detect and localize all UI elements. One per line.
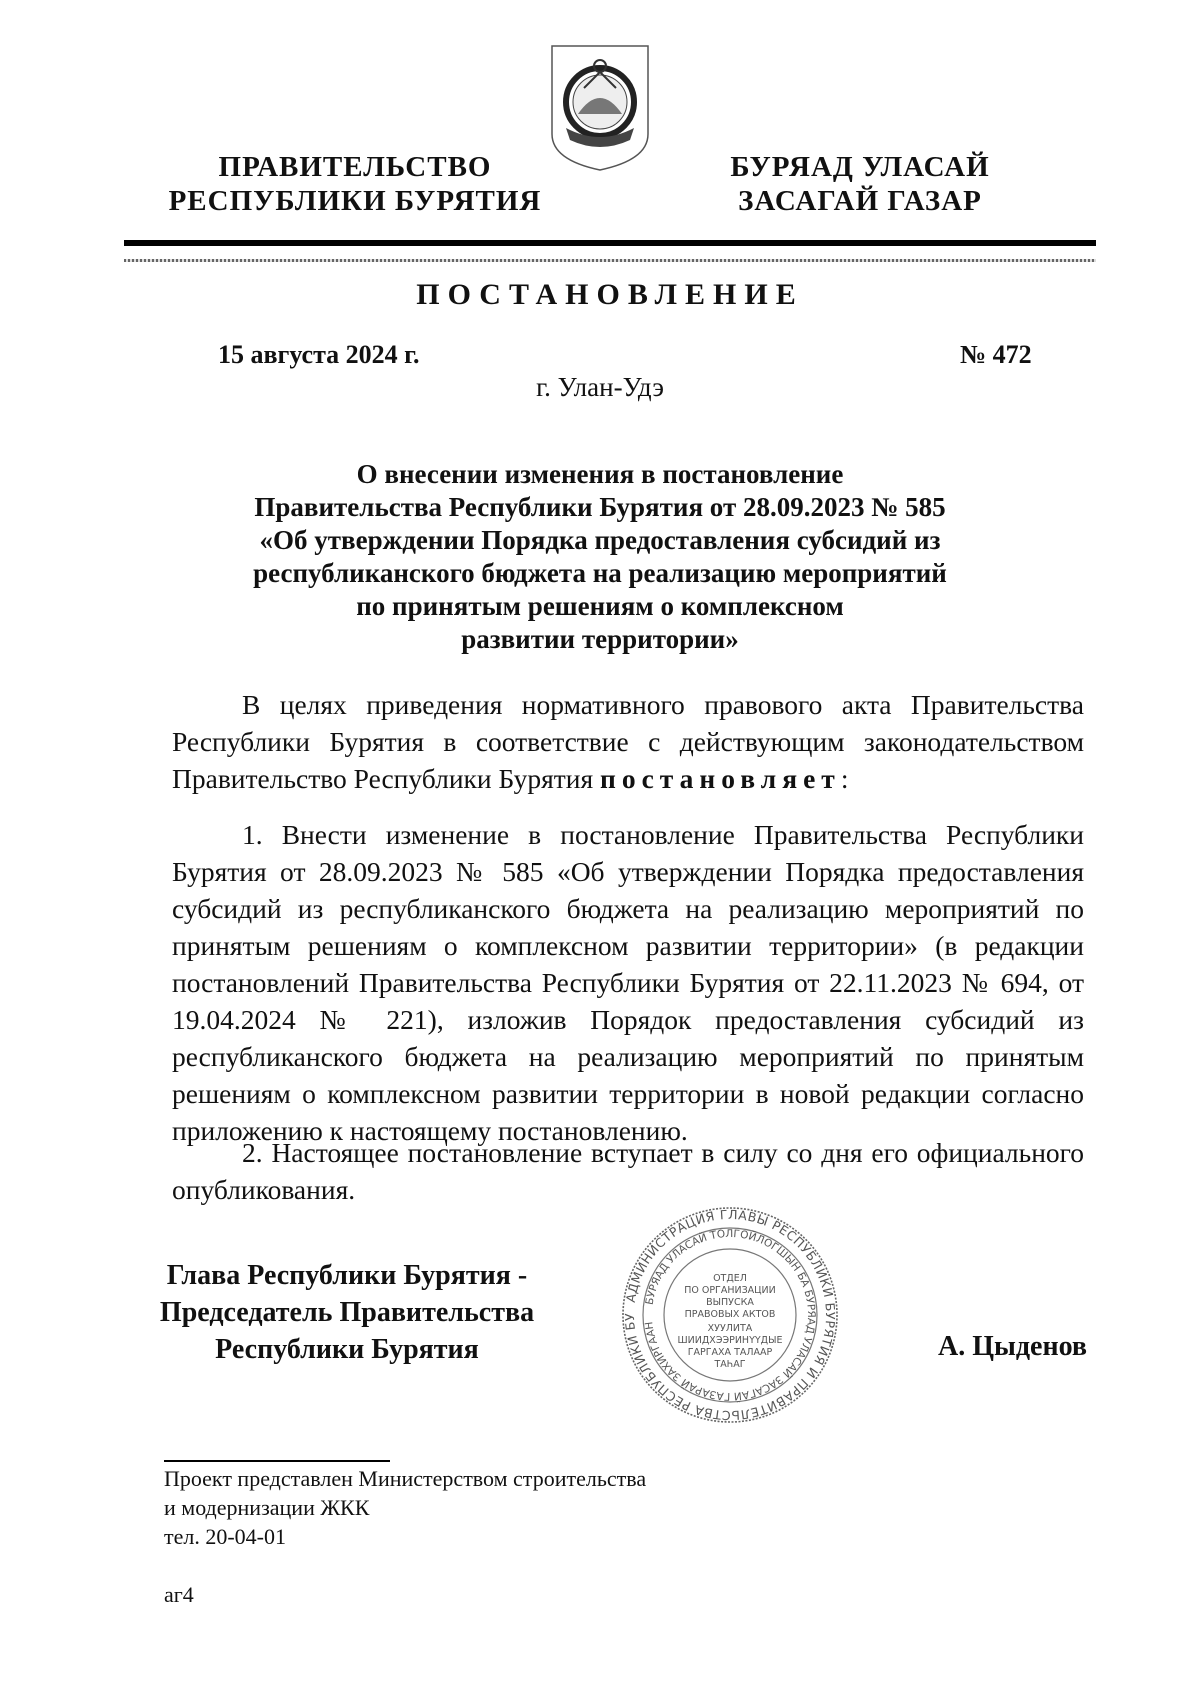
stamp-inner-text: БУРЯАД УЛАСАЙ ТОЛГОЙЛОГШЫН БА БУРЯАД УЛАСАЙ ЗАСАГАЙ ГАЗАРАЙ ЗАХИРГААН — [643, 1227, 818, 1403]
signature-position-line3: Республики Бурятия — [215, 1334, 479, 1365]
footer-line2: и модернизации ЖКК — [164, 1495, 370, 1520]
stamp-center-line5: ХУУЛИТА — [707, 1323, 753, 1334]
stamp-center-line3: ВЫПУСКА — [706, 1297, 754, 1308]
item-1-text: 1. Внести изменение в постановление Правительства Республики Бурятия от 28.09.2023 № 585 «Об утверждении Порядка предоставления субсидий из республиканского бюджета на реализацию мероприятий по принятым решениям о комплексном развитии территории» (в редакции постановлений Правительства Республики Бурятия от 22.11.2023 № 694, от 19.04.2024 № 221), изложив Порядок предоставления субсидий из республиканского бюджета на реализацию мероприятий по принятым решениям о комплексном развитии территории в новой редакции согласно приложению к настоящему постановлению. — [172, 819, 1084, 1146]
document-number: № 472 — [960, 340, 1032, 369]
preamble-end: : — [840, 763, 849, 794]
footer-rule — [164, 1460, 390, 1462]
header-rule-thin — [124, 259, 1096, 262]
stamp-outer-text: АДМИНИСТРАЦИЯ ГЛАВЫ РЕСПУБЛИКИ БУРЯТИЯ И ПРАВИТЕЛЬСТВА РЕСПУБЛИКИ БУ — [621, 1206, 839, 1424]
stamp-center-line6: ШИИДХЭЭРИНҮҮДЫЕ — [677, 1335, 783, 1346]
title-line3: «Об утверждении Порядка предоставления субсидий из — [259, 525, 941, 555]
stamp-center-line4: ПРАВОВЫХ АКТОВ — [684, 1309, 776, 1320]
preamble-paragraph — [172, 686, 1084, 797]
footer-line1: Проект представлен Министерством строительства — [164, 1466, 647, 1491]
preamble-verb: постановляет — [600, 763, 841, 794]
stamp-center-line1: ОТДЕЛ — [713, 1273, 747, 1284]
official-stamp — [620, 1205, 840, 1425]
item-2-text: 2. Настоящее постановление вступает в силу со дня его официального опубликования. — [172, 1137, 1084, 1205]
item-1-paragraph — [172, 816, 1084, 1149]
coat-of-arms-icon — [548, 42, 652, 172]
header-right-line1: БУРЯАД УЛАСАЙ — [730, 151, 990, 183]
signature-position-line2: Председатель Правительства — [159, 1297, 535, 1328]
document-type: ПОСТАНОВЛЕНИЕ — [416, 278, 804, 311]
title-line5: по принятым решениям о комплексном — [356, 591, 844, 621]
signature-position-line1: Глава Республики Бурятия - — [166, 1260, 528, 1291]
document-date: 15 августа 2024 г. — [218, 340, 420, 369]
footer-line3: тел. 20-04-01 — [164, 1524, 287, 1549]
item-2-paragraph — [172, 1134, 1084, 1208]
footer-code: аг4 — [164, 1582, 194, 1607]
signature-name: А. Цыденов — [938, 1331, 1088, 1362]
title-line2: Правительства Республики Бурятия от 28.09.2023 № 585 — [254, 492, 946, 522]
header-right-line2: ЗАСАГАЙ ГАЗАР — [738, 185, 982, 217]
document-title — [200, 458, 1000, 656]
stamp-center-line8: ТАҺАГ — [714, 1359, 746, 1370]
stamp-center-line7: ГАРГАХА ТАЛААР — [687, 1347, 773, 1358]
title-line1: О внесении изменения в постановление — [356, 459, 844, 489]
stamp-center-line2: ПО ОРГАНИЗАЦИИ — [684, 1285, 776, 1296]
title-line6: развитии территории» — [461, 624, 739, 654]
header-left-line2: РЕСПУБЛИКИ БУРЯТИЯ — [168, 185, 542, 217]
preamble-text: В целях приведения нормативного правового акта Правительства Республики Бурятия в соответствие с действующим законодательством Правительство Республики Бурятия — [172, 689, 1084, 794]
header-left-line1: ПРАВИТЕЛЬСТВО — [218, 151, 492, 183]
document-city: г. Улан-Удэ — [536, 372, 664, 402]
signature-position — [152, 1257, 542, 1368]
title-line4: республиканского бюджета на реализацию мероприятий — [253, 558, 947, 588]
stamp-seal-icon — [620, 1205, 840, 1425]
header-rule-thick — [124, 240, 1096, 246]
footer-note — [164, 1464, 864, 1551]
